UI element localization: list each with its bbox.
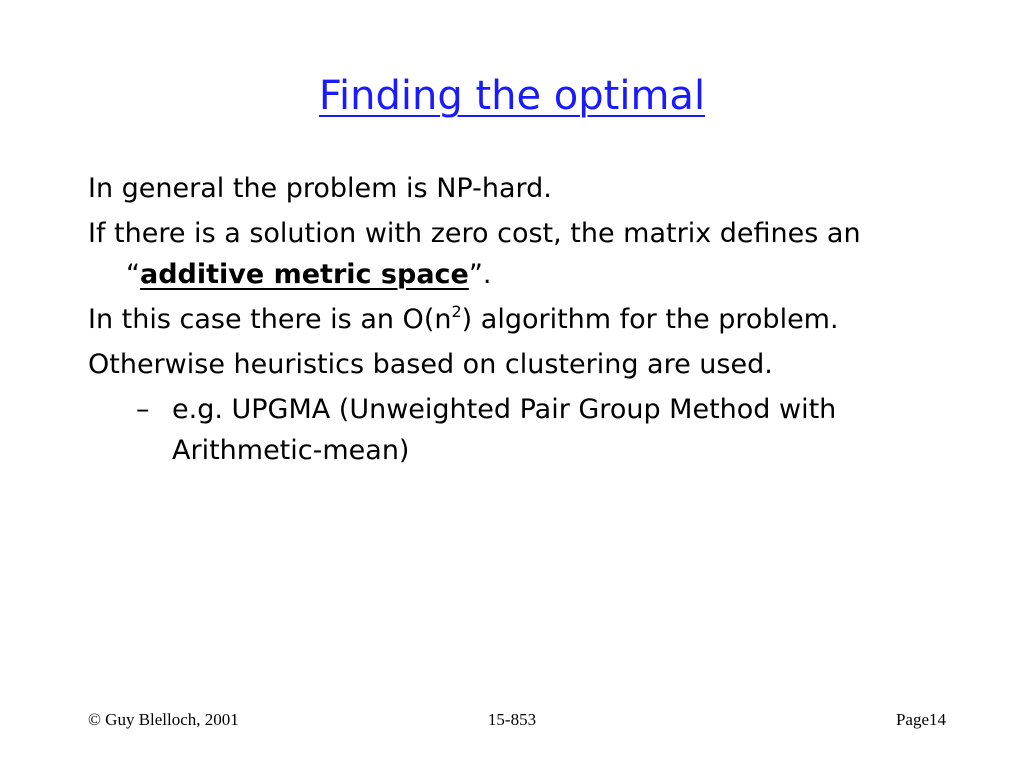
bullet-algorithm-text-start: In this case there is an O(n <box>88 304 452 335</box>
footer-copyright: © Guy Blelloch, 2001 <box>88 710 239 729</box>
bullet-np-hard <box>88 168 948 209</box>
bullet-np-hard-text: In general the problem is NP-hard. <box>88 173 552 204</box>
sub-bullet-upgma <box>88 389 948 471</box>
footer-course-number: 15-853 <box>487 710 537 729</box>
bullet-algorithm <box>88 299 948 340</box>
bullet-zero-cost-end: ”. <box>468 259 492 290</box>
sub-bullet-upgma-text: e.g. UPGMA (Unweighted Pair Group Method with Arithmetic-mean) <box>172 394 837 466</box>
bullet-heuristics <box>88 344 948 385</box>
slide-title: Finding the optimal <box>318 73 706 119</box>
bullet-zero-cost <box>88 213 948 295</box>
dash-marker: – <box>136 394 150 425</box>
bullet-algorithm-text-end: ) algorithm for the problem. <box>461 304 839 335</box>
additive-metric-space-term: additive metric space <box>140 259 469 290</box>
bullet-zero-cost-text: If there is a solution with zero cost, the matrix defines an “ <box>88 218 861 290</box>
bullet-heuristics-text: Otherwise heuristics based on clustering are used. <box>88 349 773 380</box>
slide-body <box>88 168 948 471</box>
footer-page-number: Page14 <box>895 710 946 729</box>
exponent-superscript: 2 <box>451 302 462 321</box>
